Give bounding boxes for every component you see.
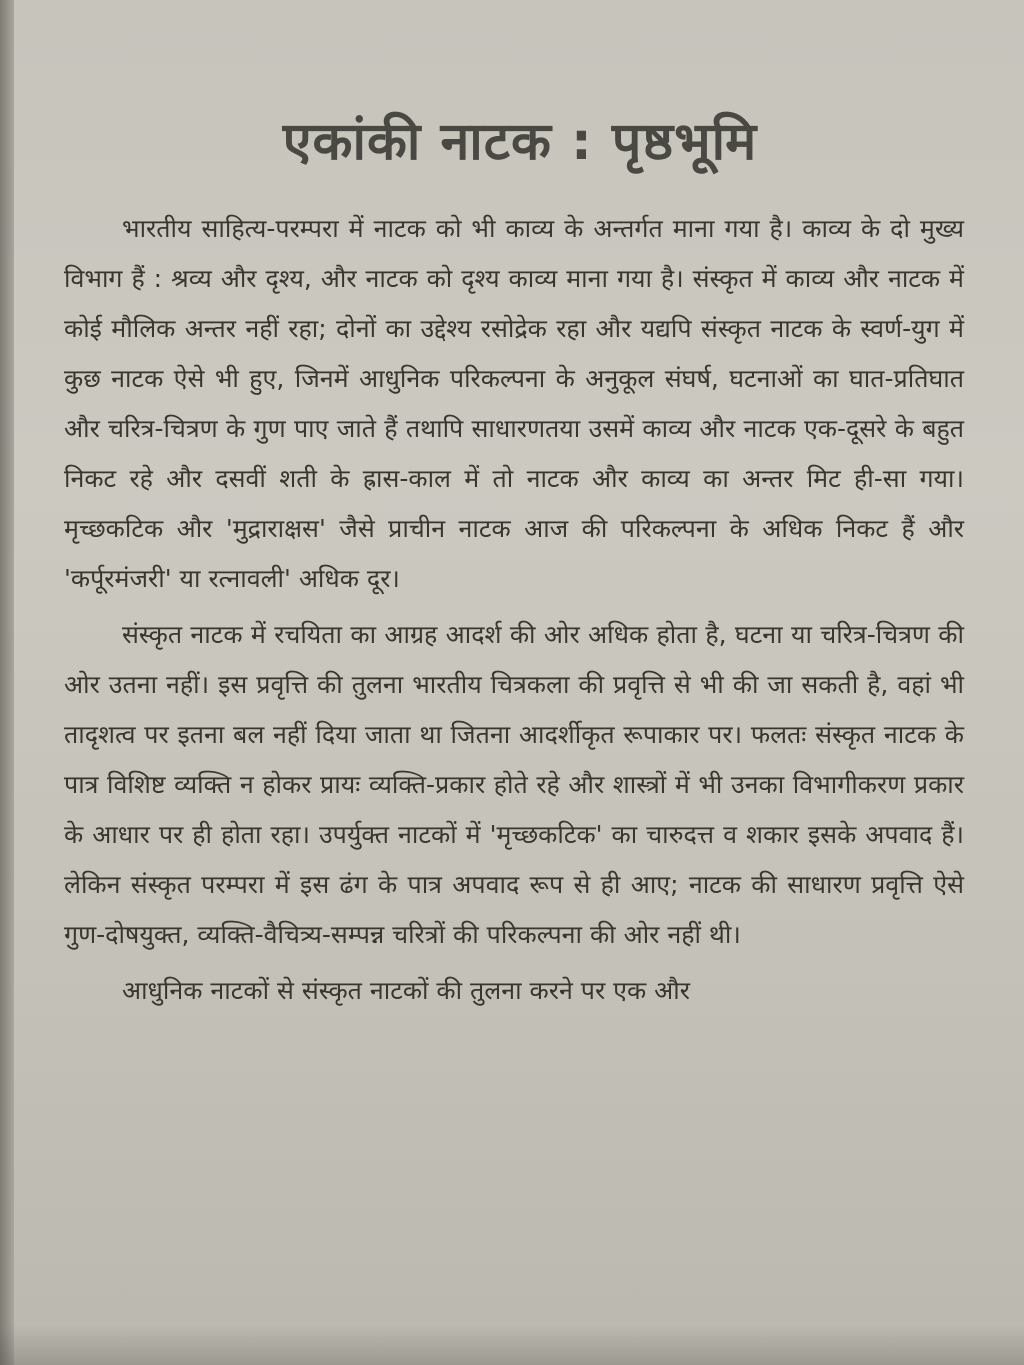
paragraph-3: आधुनिक नाटकों से संस्कृत नाटकों की तुलना करने पर एक और <box>122 976 690 1005</box>
page-binding-edge <box>0 0 14 1365</box>
page-bottom-shadow <box>0 1325 1024 1365</box>
paragraph-2: संस्कृत नाटक में रचयिता का आग्रह आदर्श की ओर अधिक होता है, घटना या चरित्र-चित्रण की ओर उतना नहीं। इस प्रवृत्ति की तुलना भारतीय चित्रकला की प्रवृत्ति से भी की जा सकती है, वहां भी तादृशत्व पर इतना बल नहीं दिया जाता था जितना आदर्शीकृत रूपाकार पर। फलतः संस्कृत नाटक के पात्र विशिष्ट व्यक्ति न होकर प्रायः व्यक्ति-प्रकार होते रहे और शास्त्रों में भी उनका विभागीकरण प्रकार के आधार पर ही होता रहा। उपर्युक्त नाटकों में 'मृच्छकटिक' का चारुदत्त व शकार इसके अपवाद हैं। लेकिन संस्कृत परम्परा में इस ढंग के पात्र अपवाद रूप से ही आए; नाटक की साधारण प्रवृत्ति ऐसे गुण-दोषयुक्त, व्यक्ति-वैचित्र्य-सम्पन्न चरित्रों की परिकल्पना की ओर नहीं थी। <box>64 620 964 949</box>
chapter-body <box>64 204 964 1016</box>
chapter-title: एकांकी नाटक : पृष्ठभूमि <box>282 112 758 172</box>
paragraph-1: भारतीय साहित्य-परम्परा में नाटक को भी काव्य के अन्तर्गत माना गया है। काव्य के दो मुख्य विभाग हैं : श्रव्य और दृश्य, और नाटक को दृश्य काव्य माना गया है। संस्कृत में काव्य और नाटक में कोई मौलिक अन्तर नहीं रहा; दोनों का उद्देश्य रसोद्रेक रहा और यद्यपि संस्कृत नाटक के स्वर्ण-युग में कुछ नाटक ऐसे भी हुए, जिनमें आधुनिक परिकल्पना के अनुकूल संघर्ष, घटनाओं का घात-प्रतिघात और चरित्र-चित्रण के गुण पाए जाते हैं तथापि साधारणतया उसमें काव्य और नाटक एक-दूसरे के बहुत निकट रहे और दसवीं शती के ह्रास-काल में तो नाटक और काव्य का अन्तर मिट ही-सा गया। मृच्छकटिक और 'मुद्राराक्षस' जैसे प्राचीन नाटक आज की परिकल्पना के अधिक निकट हैं और 'कर्पूरमंजरी' या रत्नावली' अधिक दूर। <box>64 214 964 593</box>
